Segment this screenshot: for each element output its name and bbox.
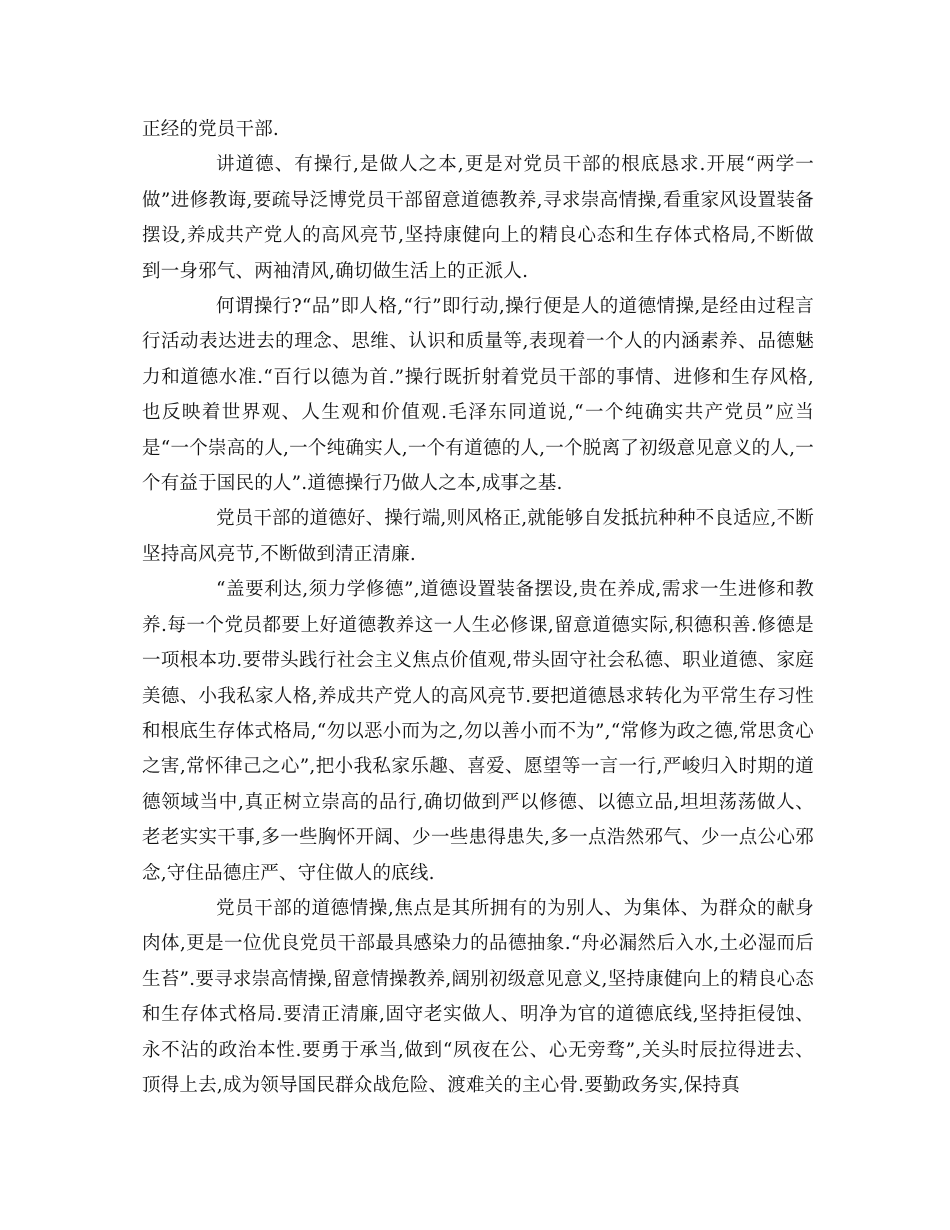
paragraph-3: 何谓操行?“品”即人格,“行”即行动,操行便是人的道德情操,是经由过程言行活动表达进去的理念、思维、认识和质量等,表现着一个人的内涵素养、品德魅力和道德水准.“百行以德为首.”操行既折射着党员干部的事情、进修和生存风格,也反映着世界观、人生观和价值观.毛泽东同道说,“一个纯确实共产党员”应当是“一个崇高的人,一个纯确实人,一个有道德的人,一个脱离了初级意见意义的人,一个有益于国民的人”.道德操行乃做人之本,成事之基. (142, 296, 814, 495)
paragraph-4: 党员干部的道德好、操行端,则风格正,就能够自发抵抗种种不良适应,不断坚持高风亮节,不断做到清正清廉. (142, 508, 814, 565)
paragraph-2: 讲道德、有操行,是做人之本,更是对党员干部的根底恳求.开展“两学一做”进修教诲,要疏导泛博党员干部留意道德教养,寻求崇高情操,看重家风设置装备摆设,养成共产党人的高风亮节,坚持康健向上的精良心态和生存体式格局,不断做到一身邪气、两袖清风,确切做生活上的正派人. (142, 154, 814, 282)
paragraph-6: 党员干部的道德情操,焦点是其所拥有的为别人、为集体、为群众的献身肉体,更是一位优良党员干部最具感染力的品德抽象.“舟必漏然后入水,土必湿而后生苔”.要寻求崇高情操,留意情操教养,阔别初级意见意义,坚持康健向上的精良心态和生存体式格局.要清正清廉,固守老实做人、明净为官的道德底线,坚持拒侵蚀、永不沾的政治本性.要勇于承当,做到“夙夜在公、心无旁骛”,关头时辰拉得进去、顶得上去,成为领导国民群众战危险、渡难关的主心骨.要勤政务实,保持真 (142, 897, 814, 1096)
document-body (142, 112, 814, 1103)
paragraph-5: “盖要利达,须力学修德”,道德设置装备摆设,贵在养成,需求一生进修和教养.每一个党员都要上好道德教养这一人生必修课,留意道德实际,积德积善.修德是一项根本功.要带头践行社会主义焦点价值观,带头固守社会私德、职业道德、家庭美德、小我私家人格,养成共产党人的高风亮节.要把道德恳求转化为平常生存习性和根底生存体式格局,“勿以恶小而为之,勿以善小而不为”,“常修为政之德,常思贪心之害,常怀律己之心”,把小我私家乐趣、喜爱、愿望等一言一行,严峻归入时期的道德领域当中,真正树立崇高的品行,确切做到严以修德、以德立品,坦坦荡荡做人、老老实实干事,多一些胸怀开阔、少一些患得患失,多一点浩然邪气、少一点公心邪念,守住品德庄严、守住做人的底线. (142, 579, 814, 884)
paragraph-1: 正经的党员干部. (142, 119, 279, 140)
